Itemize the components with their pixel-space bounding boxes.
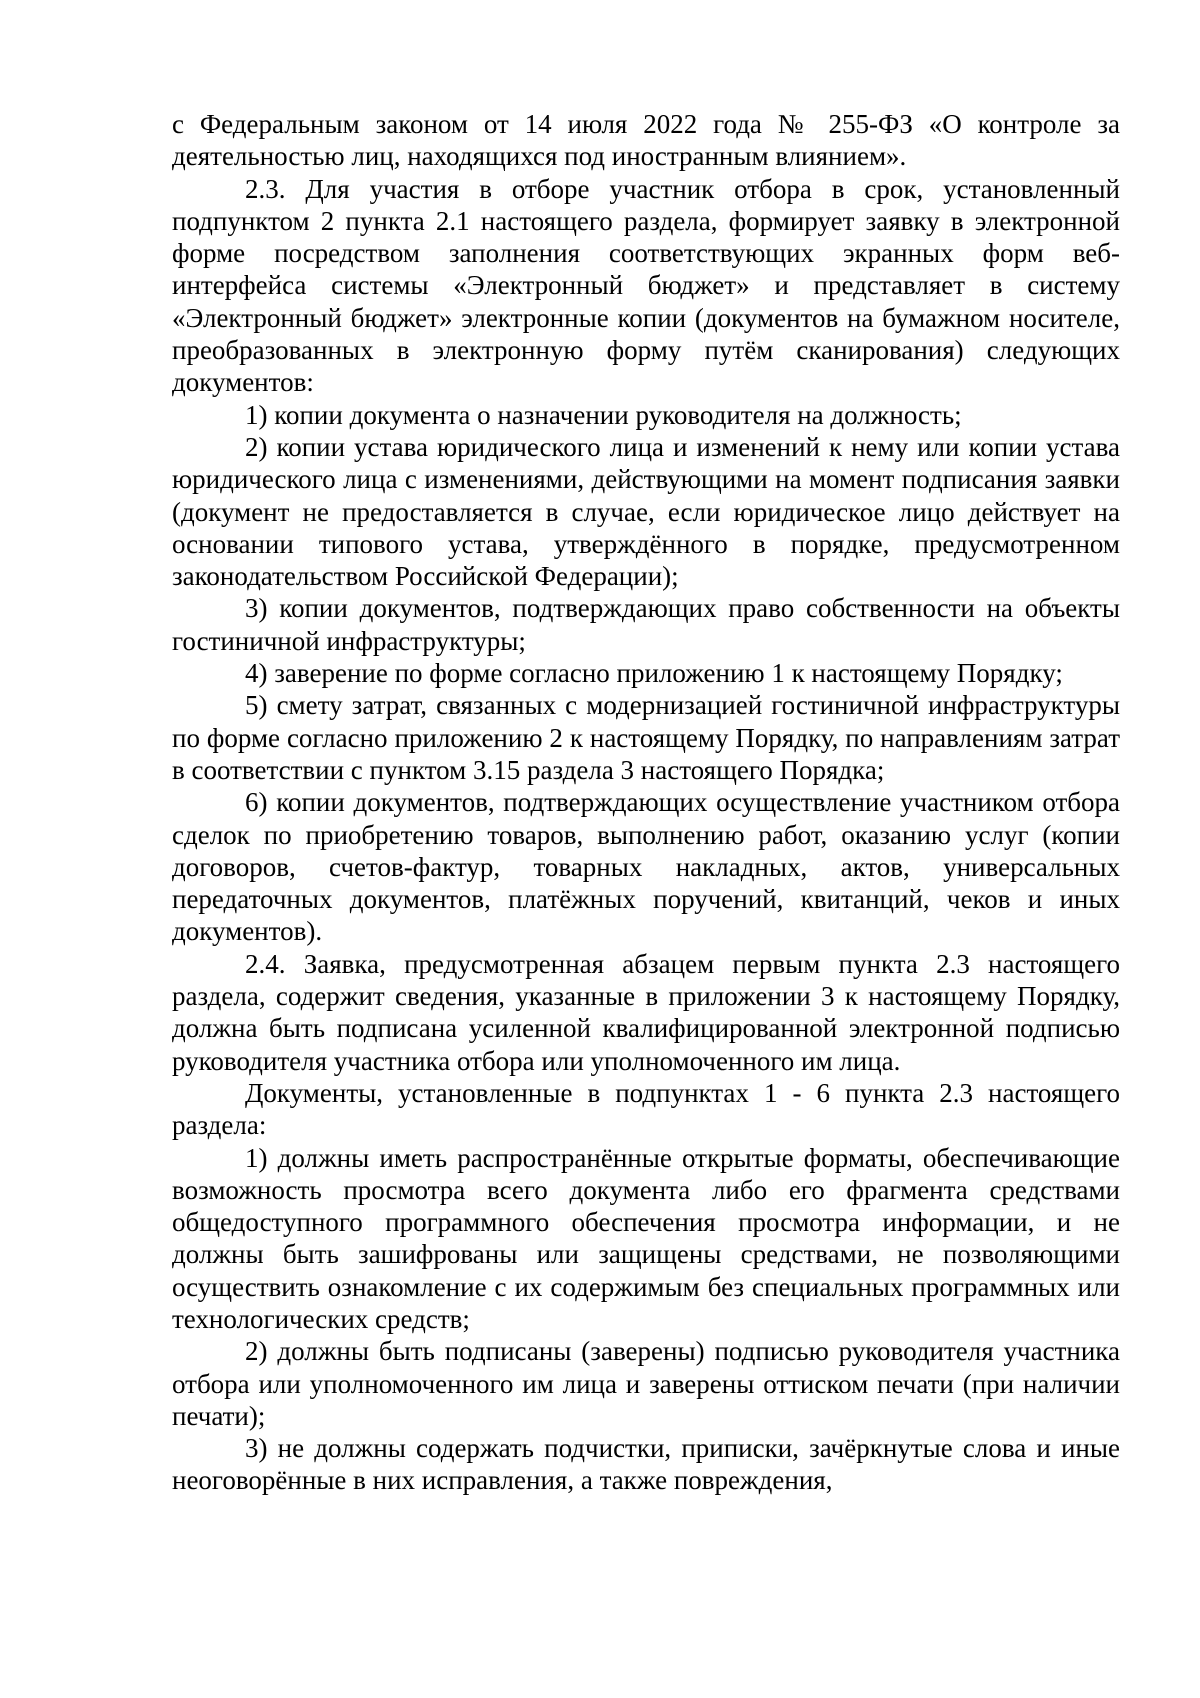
paragraph-2-4: 2.4. Заявка, предусмотренная абзацем первым пункта 2.3 настоящего раздела, содержит сведения, указанные в приложении 3 к настоящему Порядку, должна быть подписана усиленной квалифицированной электронной подписью руководителя участника отбора или уполномоченного им лица. xyxy=(172,948,1120,1076)
list-item-2-3-3: 3) копии документов, подтверждающих право собственности на объекты гостиничной инфраструктуры; xyxy=(172,593,1120,656)
list-item-2-3-6: 6) копии документов, подтверждающих осуществление участником отбора сделок по приобретению товаров, выполнению работ, оказанию услуг (копии договоров, счетов-фактур, товарных накладных, актов, универсальных передаточных документов, платёжных поручений, квитанций, чеков и иных документов). xyxy=(172,787,1120,947)
list-item-2-3-1: 1) копии документа о назначении руководителя на должность; xyxy=(245,399,962,430)
list-item-2-3-2: 2) копии устава юридического лица и изменений к нему или копии устава юридического лица с изменениями, действующими на момент подписания заявки (документ не предоставляется в случае, если юридическое лицо действует на основании типового устава, утверждённого в порядке, предусмотренном законодательством Российской Федерации); xyxy=(172,431,1120,592)
list-item-documents-1: 1) должны иметь распространённые открытые форматы, обеспечивающие возможность просмотра всего документа либо его фрагмента средствами общедоступного программного обеспечения просмотра информации, и не должны быть зашифрованы или защищены средствами, не позволяющими осуществить ознакомление с их содержимым без специальных программных или технологических средств; xyxy=(172,1142,1120,1334)
document-page xyxy=(172,108,1120,1497)
list-item-2-3-4: 4) заверение по форме согласно приложению 1 к настоящему Порядку; xyxy=(245,658,1063,689)
list-item-documents-3: 3) не должны содержать подчистки, приписки, зачёркнутые слова и иные неоговорённые в них исправления, а также повреждения, xyxy=(172,1433,1120,1496)
list-item-documents-2: 2) должны быть подписаны (заверены) подписью руководителя участника отбора или уполномоченного им лица и заверены оттиском печати (при наличии печати); xyxy=(172,1336,1120,1431)
paragraph-documents-intro: Документы, установленные в подпунктах 1 - 6 пункта 2.3 настоящего раздела: xyxy=(172,1077,1120,1141)
paragraph-law-reference: с Федеральным законом от 14 июля 2022 года № 255-ФЗ «О контроле за деятельностью лиц, находящихся под иностранным влиянием». xyxy=(172,109,1120,172)
paragraph-2-3: 2.3. Для участия в отборе участник отбора в срок, установленный подпунктом 2 пункта 2.1 настоящего раздела, формирует заявку в электронной форме посредством заполнения соответствующих экранных форм веб-интерфейса системы «Электронный бюджет» и представляет в систему «Электронный бюджет» электронные копии (документов на бумажном носителе, преобразованных в электронную форму путём сканирования) следующих документов: xyxy=(172,173,1120,398)
list-item-2-3-5: 5) смету затрат, связанных с модернизацией гостиничной инфраструктуры по форме согласно приложению 2 к настоящему Порядку, по направлениям затрат в соответствии с пунктом 3.15 раздела 3 настоящего Порядка; xyxy=(172,690,1120,785)
